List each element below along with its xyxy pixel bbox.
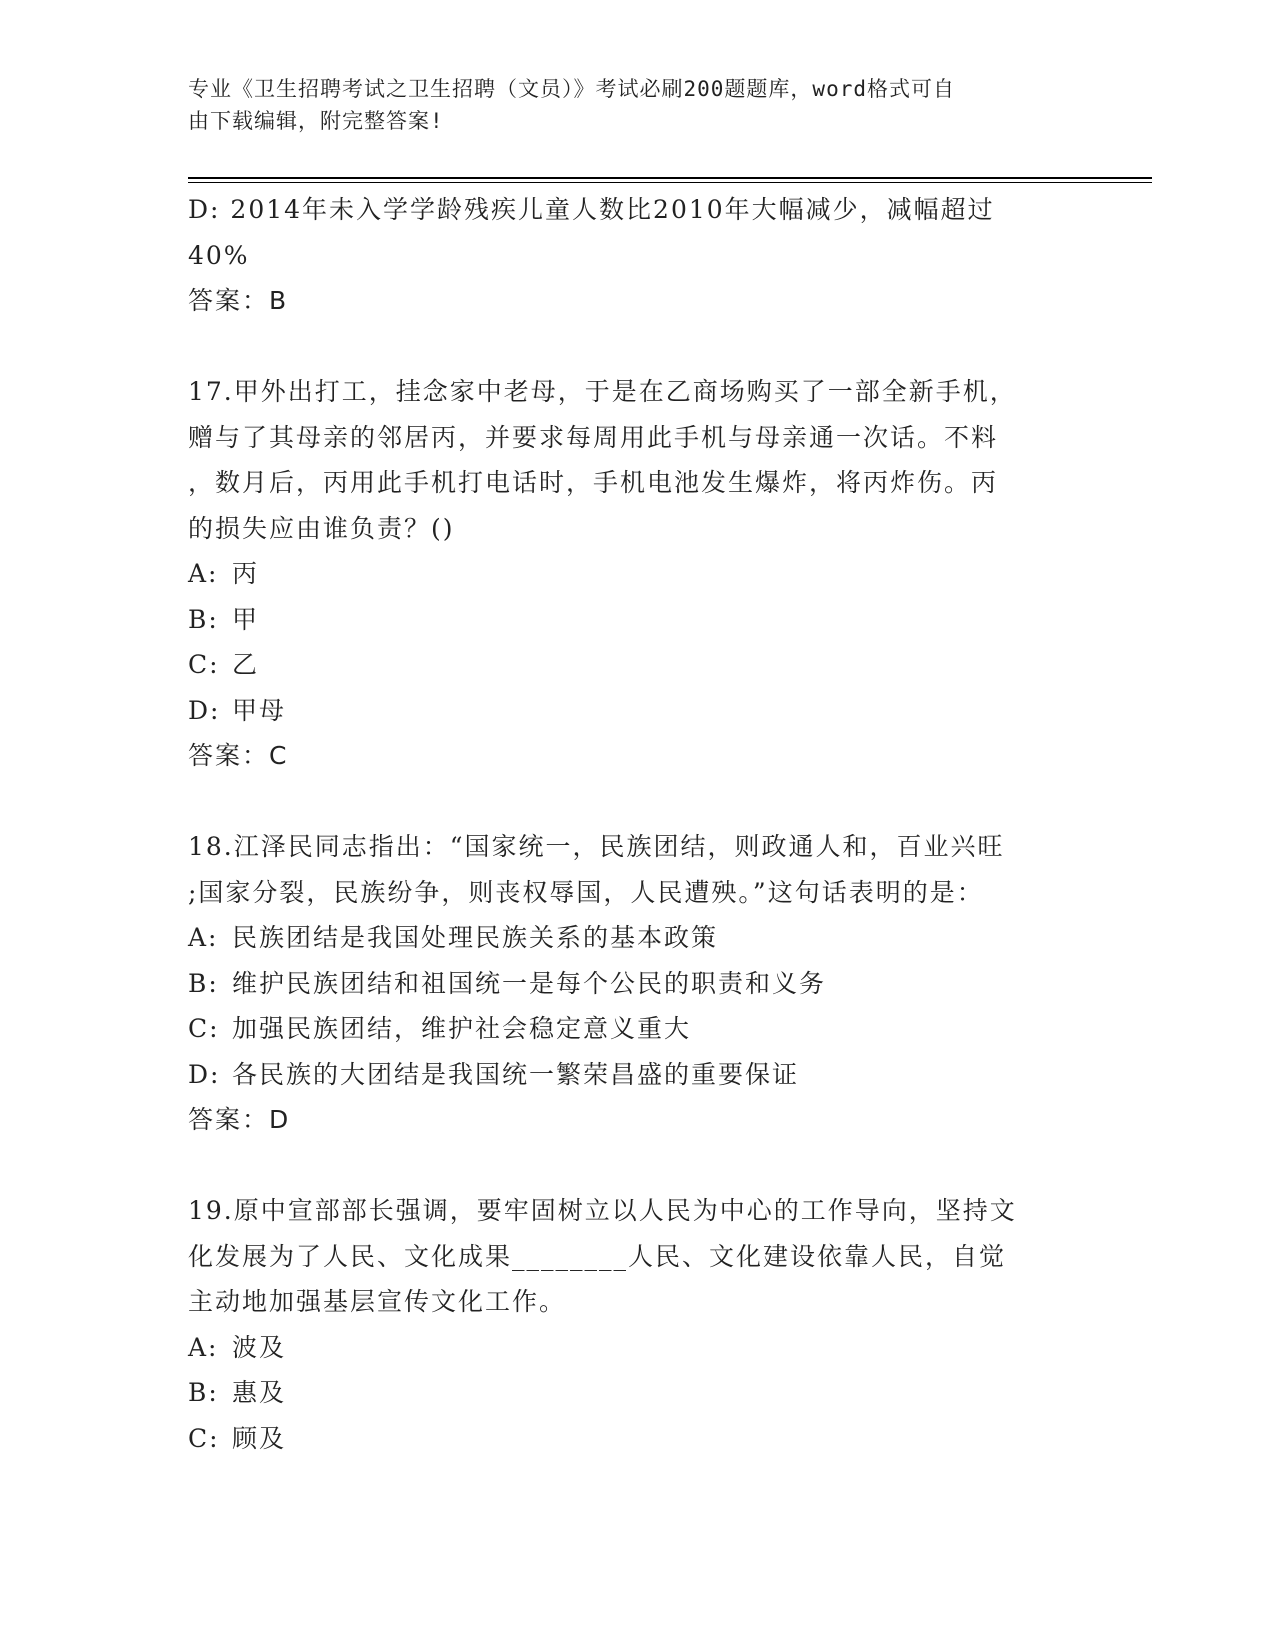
option-text: 民族团结是我国处理民族关系的基本政策 (232, 923, 719, 952)
option-text: 惠及 (232, 1378, 287, 1407)
option-label: B: (188, 968, 219, 998)
question-stem-line: 赠与了其母亲的邻居丙，并要求每周用此手机与母亲通一次话。不料 (188, 422, 999, 452)
question-stem-line: 19.原中宣部部长强调，要牢固树立以人民为中心的工作导向，坚持文 (188, 1196, 1017, 1225)
header-rule-thin (188, 182, 1152, 183)
option-text: 波及 (232, 1332, 287, 1362)
option-c (188, 642, 1078, 688)
option-a (188, 1325, 1078, 1371)
header-line-2: 由下载编辑，附完整答案! (188, 109, 444, 133)
option-label: B: (188, 1378, 219, 1407)
option-text: 维护民族团结和祖国统一是每个公民的职责和义务 (232, 968, 827, 998)
spacer (188, 324, 1078, 370)
option-d-line-1: D: 2014年未入学学龄残疾儿童人数比2010年大幅减少，减幅超过 (188, 195, 995, 224)
option-text: 乙 (232, 650, 260, 679)
option-b (188, 597, 1078, 643)
question-stem-line: 主动地加强基层宣传文化工作。 (188, 1287, 567, 1316)
option-c (188, 1416, 1078, 1462)
answer-line: 答案：C (188, 741, 289, 770)
question-stem-line: 18.江泽民同志指出：“国家统一，民族团结，则政通人和，百业兴旺 (188, 832, 1005, 861)
option-label: D: (188, 1059, 221, 1089)
option-d-line-2: 40% (188, 240, 250, 270)
option-text: 加强民族团结，维护社会稳定意义重大 (232, 1014, 692, 1043)
spacer (188, 1143, 1078, 1189)
option-label: C: (188, 650, 220, 679)
question-18 (188, 824, 1078, 1143)
option-c (188, 1006, 1078, 1052)
option-label: A: (188, 559, 219, 588)
option-b (188, 1370, 1078, 1416)
option-a (188, 551, 1078, 597)
option-b (188, 961, 1078, 1007)
answer-line: 答案：D (188, 1105, 291, 1134)
option-text: 丙 (232, 559, 260, 588)
question-19 (188, 1188, 1078, 1461)
question-stem-line: 化发展为了人民、文化成果________人民、文化建设依靠人民，自觉 (188, 1241, 1007, 1271)
option-label: D: (188, 695, 221, 725)
question-stem-line: ;国家分裂，民族纷争，则丧权辱国，人民遭殃。”这句话表明的是： (188, 877, 984, 907)
option-text: 各民族的大团结是我国统一繁荣昌盛的重要保证 (232, 1059, 800, 1089)
option-label: A: (188, 923, 219, 952)
header-rule-thick (188, 177, 1152, 179)
document-header (188, 73, 1068, 137)
option-d (188, 1052, 1078, 1098)
option-label: A: (188, 1332, 219, 1362)
option-d (188, 688, 1078, 734)
header-line-1: 专业《卫生招聘考试之卫生招聘（文员）》考试必刷200题题库，word格式可自 (188, 77, 955, 101)
answer-line: 答案：B (188, 286, 289, 315)
spacer (188, 779, 1078, 825)
option-text: 甲母 (232, 695, 287, 725)
question-stem-line: 17.甲外出打工，挂念家中老母，于是在乙商场购买了一部全新手机， (188, 377, 1017, 406)
question-stem-line: ，数月后，丙用此手机打电话时，手机电池发生爆炸，将丙炸伤。丙 (188, 468, 999, 497)
question-stem-line: 的损失应由谁负责？() (188, 513, 455, 543)
option-text: 甲 (232, 604, 260, 634)
option-text: 顾及 (232, 1423, 287, 1453)
option-label: C: (188, 1014, 220, 1043)
option-label: C: (188, 1423, 220, 1453)
option-a (188, 915, 1078, 961)
question-content (188, 187, 1078, 1461)
prev-question (188, 187, 1078, 324)
option-label: B: (188, 604, 219, 634)
question-17 (188, 369, 1078, 779)
